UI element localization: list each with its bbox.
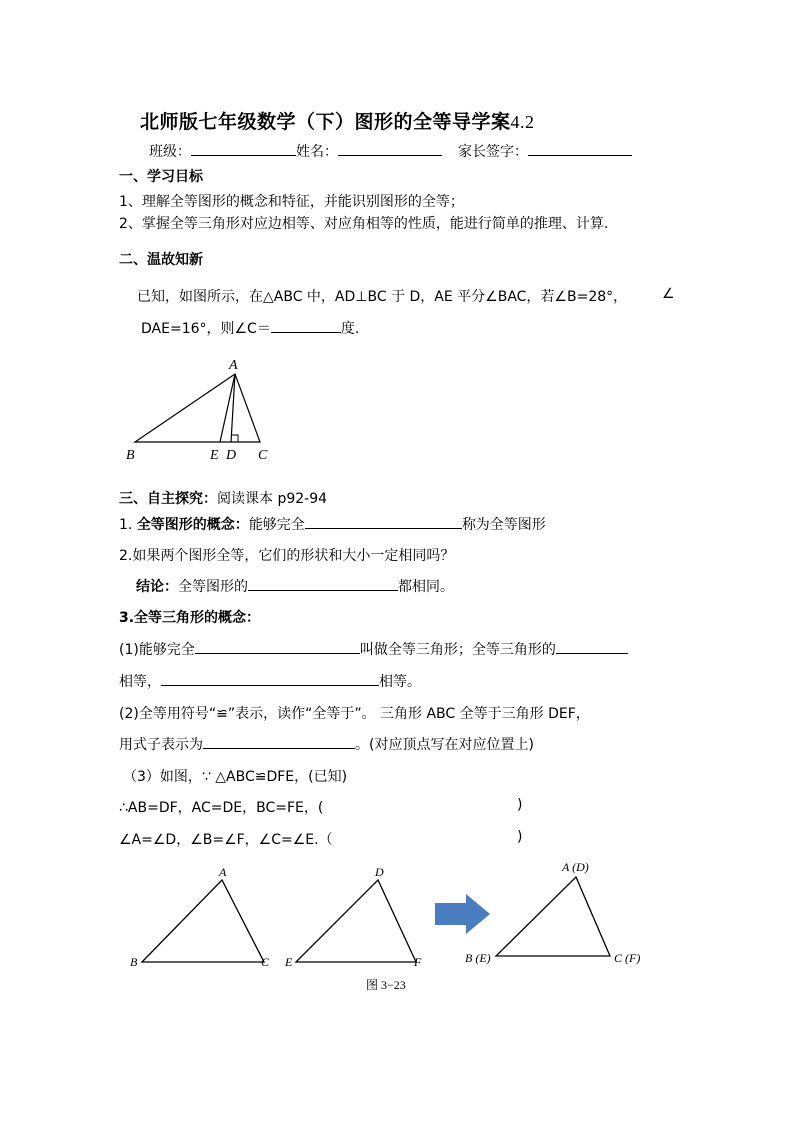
q1-blank[interactable] — [305, 514, 462, 529]
q2-line: 2.如果两个图形全等，它们的形状和大小一定相同吗？ — [119, 548, 455, 564]
review-line-2 — [141, 318, 359, 338]
p1-blank-1[interactable] — [195, 639, 360, 654]
fig1-label-d: D — [226, 448, 237, 463]
conclusion-bold: 结论： — [136, 579, 178, 595]
review-line-2b: 度. — [340, 321, 360, 337]
review-line-1-tail: ∠ — [662, 286, 675, 302]
p1-c: 相等， — [119, 674, 161, 690]
parent-sign-label: 家长签字： — [458, 144, 528, 160]
name-label: 姓名： — [296, 144, 338, 160]
triangle-abc-2 — [142, 880, 264, 962]
fig2-label-f: F — [414, 955, 422, 969]
title-version: 4.2 — [510, 112, 535, 132]
fig1-label-a: A — [229, 358, 238, 373]
p2-a: 用式子表示为 — [119, 737, 203, 753]
p1-blank-3[interactable] — [161, 671, 379, 686]
q1-bold: 全等图形的概念： — [136, 517, 249, 533]
p1-d: 相等。 — [379, 674, 421, 690]
title-main: 北师版七年级数学（下）图形的全等导学案 — [140, 111, 511, 133]
goal-item-2: 2、掌握全等三角形对应边相等、对应角相等的性质，能进行简单的推理、计算. — [119, 216, 609, 232]
section3-title: 三、自主探究： — [119, 491, 217, 507]
section3-heading — [119, 488, 327, 508]
p3-line2: ∴AB=DF，AC=DE，BC=FE，( — [119, 800, 324, 816]
fig2-label-ad: A (D) — [562, 860, 589, 874]
fig1-label-c: C — [258, 448, 268, 463]
goal-item-1: 1、理解全等图形的概念和特征，并能识别图形的全等； — [119, 194, 464, 210]
fig2-label-cf: C (F) — [614, 951, 641, 965]
fig2-label-b: B — [130, 955, 138, 969]
p1-b: 叫做全等三角形；全等三角形的 — [359, 642, 556, 658]
section1-heading: 一、学习目标 — [119, 169, 203, 185]
fig1-label-e: E — [210, 448, 219, 463]
p3-line3-close: ) — [517, 829, 523, 845]
page-title — [140, 107, 535, 134]
p3-line1: （3）如图，∵ △ABC≌DFE，(已知) — [123, 769, 348, 785]
p2-line2 — [119, 734, 534, 754]
fig2-label-c: C — [261, 955, 270, 969]
review-line-1: 已知，如图所示，在△ABC 中，AD⊥BC 于 D，AE 平分∠BAC，若∠B=28°， — [137, 289, 628, 305]
info-line — [149, 141, 632, 161]
p3-line3: ∠A=∠D，∠B=∠F，∠C=∠E.（ — [119, 832, 333, 848]
p1-blank-2[interactable] — [556, 639, 628, 654]
angle-c-blank[interactable] — [271, 318, 341, 333]
p1-line1 — [119, 639, 628, 659]
p2-line1: (2)全等用符号“≌”表示，读作“全等于”。 三角形 ABC 全等于三角形 DEF， — [119, 706, 590, 722]
parent-sign-field[interactable] — [528, 141, 632, 156]
p1-line2 — [119, 671, 421, 691]
conclusion-line — [136, 576, 454, 596]
conclusion-b: 都相同。 — [398, 579, 454, 595]
section2-heading: 二、温故知新 — [119, 252, 203, 268]
q1-b: 称为全等图形 — [461, 517, 546, 533]
fig2-label-a: A — [219, 865, 227, 879]
triangle-def — [296, 880, 416, 962]
q1-a: 能够完全 — [248, 517, 305, 533]
section3-reading: 阅读课本 p92-94 — [217, 491, 328, 507]
triangle-abc — [135, 374, 260, 442]
conclusion-a: 全等图形的 — [178, 579, 248, 595]
fig1-label-b: B — [126, 448, 135, 463]
name-field[interactable] — [338, 141, 442, 156]
p2-b: 。(对应顶点写在对应位置上) — [355, 737, 534, 753]
class-label: 班级： — [149, 144, 191, 160]
q1-number: 1. — [119, 517, 133, 533]
right-arrow-icon — [435, 894, 490, 934]
p2-blank[interactable] — [203, 734, 355, 749]
right-angle-mark — [231, 435, 238, 442]
p1-a: (1)能够完全 — [119, 642, 195, 658]
conclusion-blank[interactable] — [248, 576, 398, 591]
review-line-2a: DAE=16°，则∠C＝ — [141, 321, 271, 337]
fig2-label-e: E — [285, 955, 293, 969]
congruence-figure — [130, 860, 650, 970]
triangle-overlay — [496, 877, 610, 956]
fig2-label-d: D — [375, 865, 384, 879]
fig2-label-be: B (E) — [465, 951, 491, 965]
q3-heading: 3.全等三角形的概念： — [119, 610, 261, 626]
class-field[interactable] — [191, 141, 296, 156]
figure-caption: 图 3−23 — [366, 978, 406, 992]
review-figure — [120, 355, 280, 470]
q1-line — [119, 514, 546, 534]
p3-line2-close: ) — [517, 797, 523, 813]
